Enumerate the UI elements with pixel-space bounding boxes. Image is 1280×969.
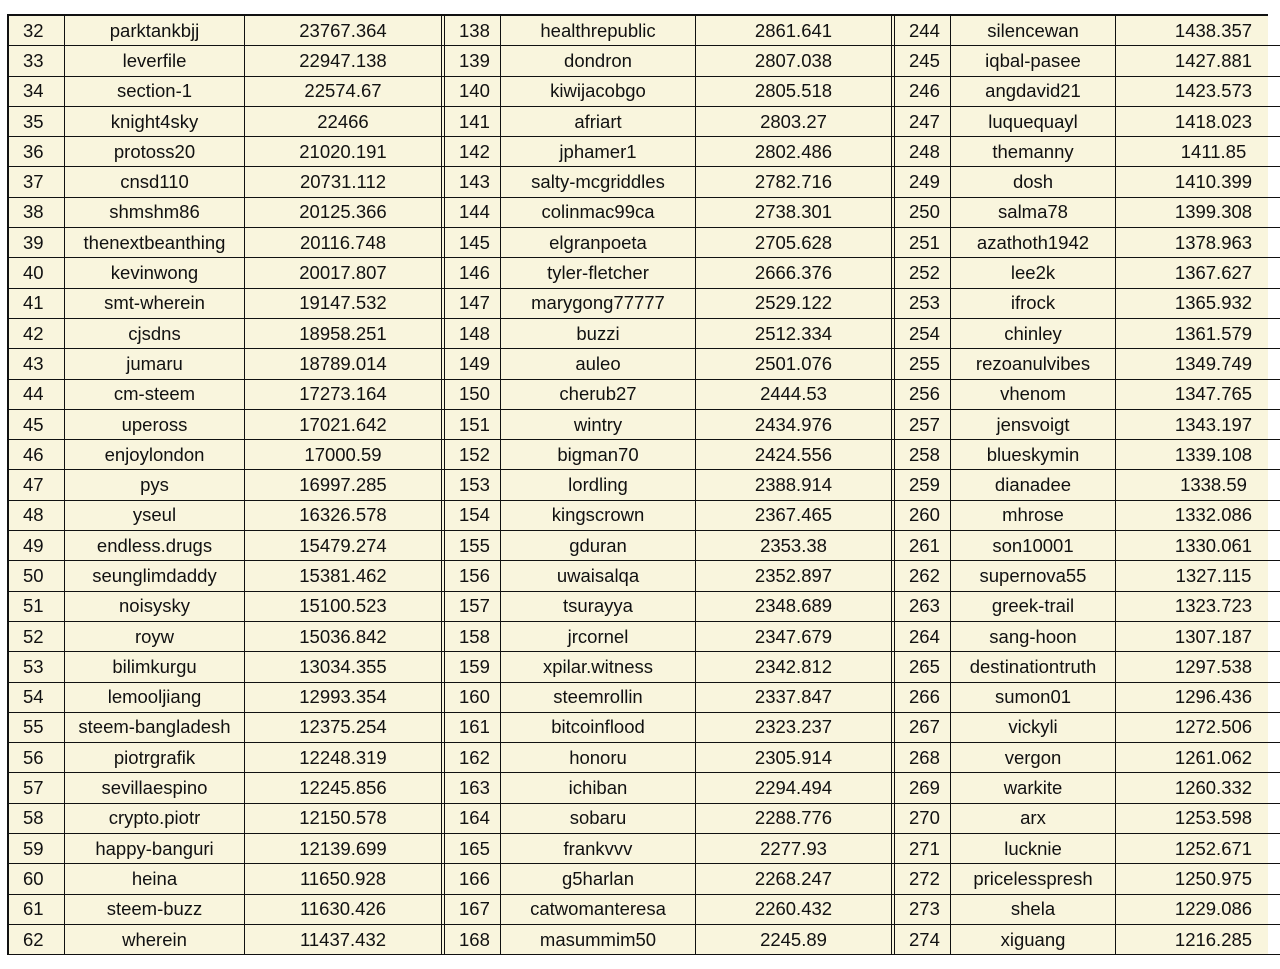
- value-cell: 2434.976: [696, 410, 892, 440]
- username-cell: tsurayya: [501, 592, 696, 622]
- rank-cell: 48: [9, 501, 65, 531]
- rank-cell: 61: [9, 895, 65, 925]
- value-cell: 22947.138: [245, 46, 442, 76]
- username-cell: thenextbeanthing: [65, 228, 245, 258]
- username-cell: chinley: [951, 319, 1116, 349]
- rank-cell: 272: [895, 864, 951, 894]
- username-cell: auleo: [501, 349, 696, 379]
- value-cell: 2353.38: [696, 531, 892, 561]
- rank-cell: 150: [445, 380, 501, 410]
- rank-cell: 42: [9, 319, 65, 349]
- rank-cell: 267: [895, 713, 951, 743]
- rank-cell: 260: [895, 501, 951, 531]
- rank-cell: 59: [9, 834, 65, 864]
- rank-cell: 37: [9, 167, 65, 197]
- value-cell: 12245.856: [245, 773, 442, 803]
- rank-cell: 56: [9, 743, 65, 773]
- rank-cell: 47: [9, 470, 65, 500]
- value-cell: 2529.122: [696, 289, 892, 319]
- value-cell: 2277.93: [696, 834, 892, 864]
- username-cell: knight4sky: [65, 107, 245, 137]
- username-cell: cjsdns: [65, 319, 245, 349]
- value-cell: 2367.465: [696, 501, 892, 531]
- value-cell: 2305.914: [696, 743, 892, 773]
- username-cell: azathoth1942: [951, 228, 1116, 258]
- rank-cell: 35: [9, 107, 65, 137]
- value-cell: 2352.897: [696, 561, 892, 591]
- username-cell: lee2k: [951, 258, 1116, 288]
- username-cell: catwomanteresa: [501, 895, 696, 925]
- username-cell: gduran: [501, 531, 696, 561]
- value-cell: 20731.112: [245, 167, 442, 197]
- username-cell: vhenom: [951, 380, 1116, 410]
- rank-cell: 156: [445, 561, 501, 591]
- value-cell: 1323.723: [1116, 592, 1280, 622]
- username-cell: endless.drugs: [65, 531, 245, 561]
- value-cell: 12150.578: [245, 804, 442, 834]
- rank-cell: 252: [895, 258, 951, 288]
- rank-cell: 55: [9, 713, 65, 743]
- value-cell: 17273.164: [245, 380, 442, 410]
- value-cell: 2512.334: [696, 319, 892, 349]
- value-cell: 15036.842: [245, 622, 442, 652]
- rank-cell: 147: [445, 289, 501, 319]
- username-cell: bigman70: [501, 440, 696, 470]
- value-cell: 20116.748: [245, 228, 442, 258]
- username-cell: colinmac99ca: [501, 198, 696, 228]
- username-cell: sumon01: [951, 683, 1116, 713]
- username-cell: wintry: [501, 410, 696, 440]
- value-cell: 1253.598: [1116, 804, 1280, 834]
- rank-cell: 141: [445, 107, 501, 137]
- username-cell: jensvoigt: [951, 410, 1116, 440]
- username-cell: supernova55: [951, 561, 1116, 591]
- username-cell: enjoylondon: [65, 440, 245, 470]
- rank-cell: 248: [895, 137, 951, 167]
- username-cell: shmshm86: [65, 198, 245, 228]
- value-cell: 1216.285: [1116, 925, 1280, 955]
- rank-cell: 265: [895, 652, 951, 682]
- value-cell: 2501.076: [696, 349, 892, 379]
- username-cell: bitcoinflood: [501, 713, 696, 743]
- rank-cell: 54: [9, 683, 65, 713]
- rank-cell: 41: [9, 289, 65, 319]
- rank-cell: 167: [445, 895, 501, 925]
- rank-cell: 45: [9, 410, 65, 440]
- rank-cell: 263: [895, 592, 951, 622]
- username-cell: luquequayl: [951, 107, 1116, 137]
- rank-cell: 254: [895, 319, 951, 349]
- ranking-table: [7, 14, 1268, 955]
- username-cell: honoru: [501, 743, 696, 773]
- value-cell: 15479.274: [245, 531, 442, 561]
- value-cell: 1330.061: [1116, 531, 1280, 561]
- rank-cell: 246: [895, 77, 951, 107]
- value-cell: 2294.494: [696, 773, 892, 803]
- username-cell: frankvvv: [501, 834, 696, 864]
- username-cell: salma78: [951, 198, 1116, 228]
- username-cell: wherein: [65, 925, 245, 955]
- username-cell: protoss20: [65, 137, 245, 167]
- value-cell: 2807.038: [696, 46, 892, 76]
- rank-cell: 60: [9, 864, 65, 894]
- rank-cell: 250: [895, 198, 951, 228]
- rank-cell: 146: [445, 258, 501, 288]
- rank-cell: 62: [9, 925, 65, 955]
- value-cell: 2705.628: [696, 228, 892, 258]
- value-cell: 1367.627: [1116, 258, 1280, 288]
- rank-cell: 261: [895, 531, 951, 561]
- rank-cell: 161: [445, 713, 501, 743]
- value-cell: 2348.689: [696, 592, 892, 622]
- username-cell: blueskymin: [951, 440, 1116, 470]
- value-cell: 17000.59: [245, 440, 442, 470]
- username-cell: dosh: [951, 167, 1116, 197]
- value-cell: 1411.85: [1116, 137, 1280, 167]
- value-cell: 1438.357: [1116, 16, 1280, 46]
- value-cell: 2245.89: [696, 925, 892, 955]
- value-cell: 1410.399: [1116, 167, 1280, 197]
- value-cell: 1347.765: [1116, 380, 1280, 410]
- value-cell: 16997.285: [245, 470, 442, 500]
- username-cell: crypto.piotr: [65, 804, 245, 834]
- rank-cell: 165: [445, 834, 501, 864]
- value-cell: 1252.671: [1116, 834, 1280, 864]
- value-cell: 1339.108: [1116, 440, 1280, 470]
- rank-cell: 163: [445, 773, 501, 803]
- rank-cell: 50: [9, 561, 65, 591]
- value-cell: 1260.332: [1116, 773, 1280, 803]
- username-cell: sobaru: [501, 804, 696, 834]
- ranking-grid: [9, 16, 1268, 955]
- rank-cell: 264: [895, 622, 951, 652]
- value-cell: 2782.716: [696, 167, 892, 197]
- rank-cell: 271: [895, 834, 951, 864]
- value-cell: 1297.538: [1116, 652, 1280, 682]
- username-cell: masummim50: [501, 925, 696, 955]
- value-cell: 1272.506: [1116, 713, 1280, 743]
- rank-cell: 166: [445, 864, 501, 894]
- value-cell: 1307.187: [1116, 622, 1280, 652]
- rank-cell: 149: [445, 349, 501, 379]
- rank-cell: 270: [895, 804, 951, 834]
- value-cell: 2803.27: [696, 107, 892, 137]
- username-cell: leverfile: [65, 46, 245, 76]
- username-cell: healthrepublic: [501, 16, 696, 46]
- value-cell: 18789.014: [245, 349, 442, 379]
- username-cell: kevinwong: [65, 258, 245, 288]
- value-cell: 1250.975: [1116, 864, 1280, 894]
- rank-cell: 154: [445, 501, 501, 531]
- rank-cell: 255: [895, 349, 951, 379]
- value-cell: 2347.679: [696, 622, 892, 652]
- username-cell: themanny: [951, 137, 1116, 167]
- rank-cell: 258: [895, 440, 951, 470]
- rank-cell: 262: [895, 561, 951, 591]
- value-cell: 1423.573: [1116, 77, 1280, 107]
- value-cell: 2268.247: [696, 864, 892, 894]
- username-cell: ichiban: [501, 773, 696, 803]
- rank-cell: 162: [445, 743, 501, 773]
- value-cell: 2802.486: [696, 137, 892, 167]
- username-cell: angdavid21: [951, 77, 1116, 107]
- value-cell: 1399.308: [1116, 198, 1280, 228]
- value-cell: 11437.432: [245, 925, 442, 955]
- value-cell: 1229.086: [1116, 895, 1280, 925]
- rank-cell: 32: [9, 16, 65, 46]
- username-cell: elgranpoeta: [501, 228, 696, 258]
- value-cell: 1338.59: [1116, 470, 1280, 500]
- value-cell: 2388.914: [696, 470, 892, 500]
- username-cell: cm-steem: [65, 380, 245, 410]
- username-cell: heina: [65, 864, 245, 894]
- rank-cell: 155: [445, 531, 501, 561]
- username-cell: section-1: [65, 77, 245, 107]
- username-cell: happy-banguri: [65, 834, 245, 864]
- username-cell: dianadee: [951, 470, 1116, 500]
- username-cell: dondron: [501, 46, 696, 76]
- username-cell: parktankbjj: [65, 16, 245, 46]
- rank-cell: 43: [9, 349, 65, 379]
- value-cell: 15381.462: [245, 561, 442, 591]
- rank-cell: 269: [895, 773, 951, 803]
- rank-cell: 144: [445, 198, 501, 228]
- value-cell: 22466: [245, 107, 442, 137]
- username-cell: rezoanulvibes: [951, 349, 1116, 379]
- value-cell: 1361.579: [1116, 319, 1280, 349]
- rank-cell: 52: [9, 622, 65, 652]
- username-cell: upeross: [65, 410, 245, 440]
- username-cell: pys: [65, 470, 245, 500]
- value-cell: 20125.366: [245, 198, 442, 228]
- value-cell: 1327.115: [1116, 561, 1280, 591]
- value-cell: 19147.532: [245, 289, 442, 319]
- username-cell: afriart: [501, 107, 696, 137]
- rank-cell: 139: [445, 46, 501, 76]
- rank-cell: 245: [895, 46, 951, 76]
- value-cell: 1332.086: [1116, 501, 1280, 531]
- username-cell: lemooljiang: [65, 683, 245, 713]
- username-cell: marygong77777: [501, 289, 696, 319]
- rank-cell: 251: [895, 228, 951, 258]
- username-cell: tyler-fletcher: [501, 258, 696, 288]
- rank-cell: 33: [9, 46, 65, 76]
- username-cell: kiwijacobgo: [501, 77, 696, 107]
- rank-cell: 168: [445, 925, 501, 955]
- value-cell: 12993.354: [245, 683, 442, 713]
- value-cell: 2738.301: [696, 198, 892, 228]
- rank-cell: 142: [445, 137, 501, 167]
- username-cell: iqbal-pasee: [951, 46, 1116, 76]
- rank-cell: 273: [895, 895, 951, 925]
- value-cell: 2337.847: [696, 683, 892, 713]
- rank-cell: 44: [9, 380, 65, 410]
- rank-cell: 140: [445, 77, 501, 107]
- value-cell: 22574.67: [245, 77, 442, 107]
- username-cell: steem-buzz: [65, 895, 245, 925]
- username-cell: vergon: [951, 743, 1116, 773]
- username-cell: arx: [951, 804, 1116, 834]
- rank-cell: 51: [9, 592, 65, 622]
- username-cell: jumaru: [65, 349, 245, 379]
- username-cell: kingscrown: [501, 501, 696, 531]
- value-cell: 13034.355: [245, 652, 442, 682]
- rank-cell: 274: [895, 925, 951, 955]
- username-cell: uwaisalqa: [501, 561, 696, 591]
- rank-cell: 58: [9, 804, 65, 834]
- rank-cell: 53: [9, 652, 65, 682]
- value-cell: 1261.062: [1116, 743, 1280, 773]
- rank-cell: 39: [9, 228, 65, 258]
- rank-cell: 151: [445, 410, 501, 440]
- rank-cell: 164: [445, 804, 501, 834]
- value-cell: 1365.932: [1116, 289, 1280, 319]
- username-cell: mhrose: [951, 501, 1116, 531]
- username-cell: ifrock: [951, 289, 1116, 319]
- value-cell: 2260.432: [696, 895, 892, 925]
- value-cell: 15100.523: [245, 592, 442, 622]
- rank-cell: 152: [445, 440, 501, 470]
- username-cell: silencewan: [951, 16, 1116, 46]
- rank-cell: 253: [895, 289, 951, 319]
- username-cell: royw: [65, 622, 245, 652]
- username-cell: jrcornel: [501, 622, 696, 652]
- username-cell: cnsd110: [65, 167, 245, 197]
- rank-cell: 49: [9, 531, 65, 561]
- value-cell: 2666.376: [696, 258, 892, 288]
- username-cell: warkite: [951, 773, 1116, 803]
- value-cell: 1378.963: [1116, 228, 1280, 258]
- rank-cell: 259: [895, 470, 951, 500]
- username-cell: lordling: [501, 470, 696, 500]
- value-cell: 23767.364: [245, 16, 442, 46]
- username-cell: noisysky: [65, 592, 245, 622]
- rank-cell: 138: [445, 16, 501, 46]
- value-cell: 17021.642: [245, 410, 442, 440]
- rank-cell: 268: [895, 743, 951, 773]
- username-cell: steem-bangladesh: [65, 713, 245, 743]
- value-cell: 1427.881: [1116, 46, 1280, 76]
- username-cell: xiguang: [951, 925, 1116, 955]
- rank-cell: 148: [445, 319, 501, 349]
- username-cell: son10001: [951, 531, 1116, 561]
- rank-cell: 36: [9, 137, 65, 167]
- value-cell: 12375.254: [245, 713, 442, 743]
- username-cell: yseul: [65, 501, 245, 531]
- value-cell: 2424.556: [696, 440, 892, 470]
- rank-cell: 157: [445, 592, 501, 622]
- username-cell: seunglimdaddy: [65, 561, 245, 591]
- value-cell: 12139.699: [245, 834, 442, 864]
- value-cell: 11630.426: [245, 895, 442, 925]
- value-cell: 2323.237: [696, 713, 892, 743]
- value-cell: 21020.191: [245, 137, 442, 167]
- rank-cell: 160: [445, 683, 501, 713]
- username-cell: steemrollin: [501, 683, 696, 713]
- value-cell: 2444.53: [696, 380, 892, 410]
- value-cell: 1418.023: [1116, 107, 1280, 137]
- username-cell: shela: [951, 895, 1116, 925]
- value-cell: 18958.251: [245, 319, 442, 349]
- username-cell: salty-mcgriddles: [501, 167, 696, 197]
- rank-cell: 159: [445, 652, 501, 682]
- rank-cell: 143: [445, 167, 501, 197]
- value-cell: 1343.197: [1116, 410, 1280, 440]
- rank-cell: 153: [445, 470, 501, 500]
- rank-cell: 256: [895, 380, 951, 410]
- value-cell: 2805.518: [696, 77, 892, 107]
- username-cell: xpilar.witness: [501, 652, 696, 682]
- rank-cell: 244: [895, 16, 951, 46]
- rank-cell: 145: [445, 228, 501, 258]
- rank-cell: 38: [9, 198, 65, 228]
- username-cell: lucknie: [951, 834, 1116, 864]
- rank-cell: 158: [445, 622, 501, 652]
- rank-cell: 266: [895, 683, 951, 713]
- value-cell: 11650.928: [245, 864, 442, 894]
- username-cell: cherub27: [501, 380, 696, 410]
- rank-cell: 249: [895, 167, 951, 197]
- username-cell: sevillaespino: [65, 773, 245, 803]
- rank-cell: 34: [9, 77, 65, 107]
- value-cell: 2288.776: [696, 804, 892, 834]
- value-cell: 12248.319: [245, 743, 442, 773]
- value-cell: 16326.578: [245, 501, 442, 531]
- value-cell: 1296.436: [1116, 683, 1280, 713]
- rank-cell: 57: [9, 773, 65, 803]
- value-cell: 1349.749: [1116, 349, 1280, 379]
- username-cell: smt-wherein: [65, 289, 245, 319]
- rank-cell: 247: [895, 107, 951, 137]
- username-cell: pricelesspresh: [951, 864, 1116, 894]
- value-cell: 2342.812: [696, 652, 892, 682]
- rank-cell: 40: [9, 258, 65, 288]
- value-cell: 20017.807: [245, 258, 442, 288]
- value-cell: 2861.641: [696, 16, 892, 46]
- username-cell: buzzi: [501, 319, 696, 349]
- username-cell: sang-hoon: [951, 622, 1116, 652]
- username-cell: greek-trail: [951, 592, 1116, 622]
- username-cell: bilimkurgu: [65, 652, 245, 682]
- username-cell: vickyli: [951, 713, 1116, 743]
- rank-cell: 46: [9, 440, 65, 470]
- rank-cell: 257: [895, 410, 951, 440]
- username-cell: piotrgrafik: [65, 743, 245, 773]
- username-cell: destinationtruth: [951, 652, 1116, 682]
- username-cell: g5harlan: [501, 864, 696, 894]
- username-cell: jphamer1: [501, 137, 696, 167]
